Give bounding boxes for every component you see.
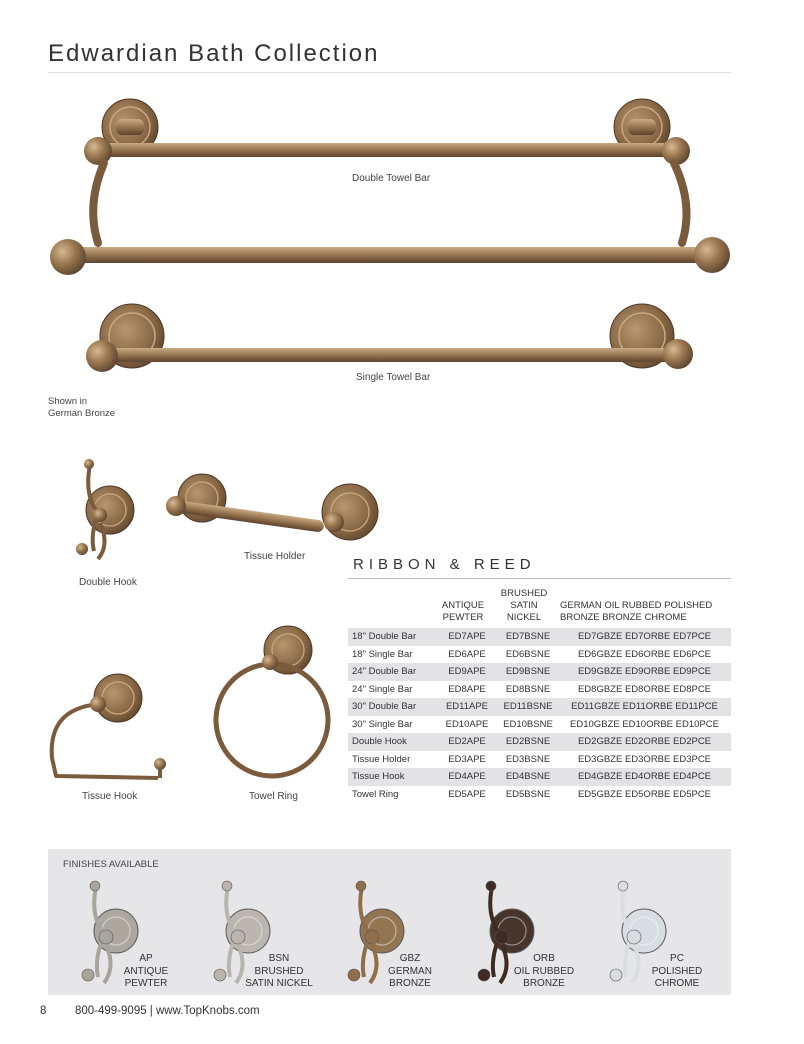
finishes-panel [48, 849, 731, 995]
double-hook-caption: Double Hook [79, 577, 137, 588]
finish-caption-pc: PC POLISHED CHROME [651, 953, 703, 989]
page-title: Edwardian Bath Collection [48, 40, 380, 67]
table-row: 30" Double Bar ED11APE ED11BSNE ED11GBZE ED11ORBE ED11PCE [348, 698, 731, 716]
tissue-holder-image [162, 470, 384, 542]
table-row: Double Hook ED2APE ED2BSNE ED2GBZE ED2ORBE ED2PCE [348, 733, 731, 751]
spec-table [348, 628, 731, 803]
table-row: Tissue Holder ED3APE ED3BSNE ED3GBZE ED3ORBE ED3PCE [352, 753, 712, 765]
finishes-label: FINISHES AVAILABLE [63, 859, 159, 870]
single-towel-bar-caption: Single Towel Bar [356, 372, 431, 383]
table-row: Towel Ring ED5APE ED5BSNE ED5GBZE ED5ORBE ED5PCE [352, 788, 712, 800]
finish-caption-ap: AP ANTIQUE PEWTER [123, 953, 169, 989]
finish-caption-gbz: GBZ GERMAN BRONZE [388, 953, 432, 989]
header-antique-pewter: ANTIQUE PEWTER [441, 600, 485, 623]
footer-contact: 800-499-9095 | www.TopKnobs.com [75, 1005, 260, 1017]
double-towel-bar-caption: Double Towel Bar [352, 173, 431, 184]
title-divider [48, 72, 731, 73]
towel-ring-caption: Towel Ring [249, 791, 298, 802]
page-number: 8 [40, 1005, 47, 1017]
section-divider [348, 578, 731, 579]
towel-ring-image [208, 624, 338, 786]
header-other-finishes: GERMAN OIL RUBBED POLISHED BRONZE BRONZE CHROME [560, 600, 713, 623]
table-row: 18" Double Bar ED7APE ED7BSNE ED7GBZE ED7ORBE ED7PCE [348, 628, 731, 646]
single-towel-bar-image [84, 298, 696, 378]
shown-in-note: Shown in German Bronze [48, 396, 116, 419]
table-row: 30" Single Bar ED10APE ED10BSNE ED10GBZE ED10ORBE ED10PCE [352, 718, 719, 730]
tissue-holder-caption: Tissue Holder [244, 551, 306, 562]
table-row: 24" Double Bar ED9APE ED9BSNE ED9GBZE ED9ORBE ED9PCE [348, 663, 731, 681]
finish-caption-orb: ORB OIL RUBBED BRONZE [513, 953, 575, 989]
double-towel-bar-image [46, 95, 736, 290]
table-row: 24" Single Bar ED8APE ED8BSNE ED8GBZE ED8ORBE ED8PCE [352, 683, 712, 695]
collection-name: RIBBON & REED [353, 556, 536, 573]
table-row: Tissue Hook ED4APE ED4BSNE ED4GBZE ED4ORBE ED4PCE [348, 768, 731, 786]
finish-caption-bsn: BSN BRUSHED SATIN NICKEL [245, 953, 313, 989]
double-hook-image [70, 455, 145, 570]
header-brushed-satin-nickel: BRUSHED SATIN NICKEL [500, 588, 548, 623]
table-row: 18" Single Bar ED6APE ED6BSNE ED6GBZE ED6ORBE ED6PCE [352, 648, 712, 660]
tissue-hook-caption: Tissue Hook [82, 791, 138, 802]
tissue-hook-image [48, 668, 173, 786]
